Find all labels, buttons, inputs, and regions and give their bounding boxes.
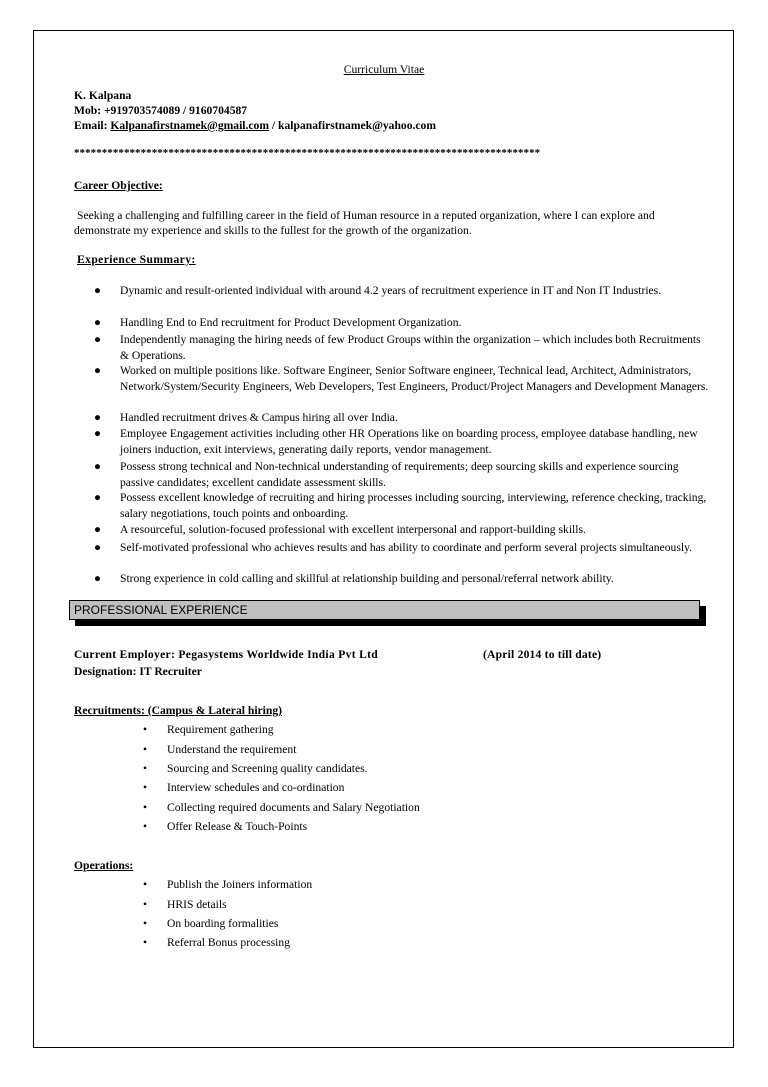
bullet-icon: ● — [94, 491, 102, 504]
bullet-icon: • — [143, 820, 148, 833]
email-label: Email: — [74, 119, 108, 132]
bullet-icon: ● — [94, 541, 102, 554]
email-line — [74, 118, 436, 133]
candidate-name: K. Kalpana — [74, 89, 132, 102]
bullet-icon: ● — [94, 411, 102, 424]
bullet-icon: ● — [94, 333, 102, 346]
recruitment-item: • Requirement gathering — [143, 723, 274, 736]
bullet-icon: • — [143, 723, 148, 736]
career-objective-text: Seeking a challenging and fulfilling career in the field of Human resource in a reputed organization, where I can explore and demonstrate my experience and skills to the fullest for the growth of the organization. — [74, 209, 655, 237]
bullet-icon: • — [143, 762, 148, 775]
bullet-icon: • — [143, 878, 148, 891]
recruitment-item: • Sourcing and Screening quality candidates. — [143, 762, 368, 775]
recruitments-heading: Recruitments: (Campus & Lateral hiring) — [74, 704, 283, 717]
designation: Designation: IT Recruiter — [74, 665, 202, 678]
summary-item: ● A resourceful, solution-focused professional with excellent interpersonal and rapport-building skills. — [94, 523, 586, 536]
bullet-icon: ● — [94, 364, 102, 377]
current-employer: Current Employer: Pegasystems Worldwide India Pvt Ltd — [74, 648, 379, 661]
asterisk-divider: ************************************************************************************ — [74, 147, 541, 159]
summary-item: ● Handled recruitment drives & Campus hiring all over India. — [94, 411, 398, 424]
operations-item: • Publish the Joiners information — [143, 878, 313, 891]
bullet-icon: ● — [94, 460, 102, 473]
career-objective-heading: Career Objective: — [74, 179, 163, 192]
summary-item: ● Employee Engagement activities including other HR Operations like on boarding process, employee database handling, new joiners induction, exit interviews, generating daily reports, vendor management. — [94, 427, 698, 456]
recruitment-item: • Understand the requirement — [143, 743, 297, 756]
operations-item: • Referral Bonus processing — [143, 936, 290, 949]
summary-item: ● Strong experience in cold calling and skillful at relationship building and personal/referral network ability. — [94, 572, 614, 585]
email-secondary: / kalpanafirstnamek@yahoo.com — [271, 119, 437, 132]
bullet-icon: ● — [94, 427, 102, 440]
bullet-icon: • — [143, 781, 148, 794]
recruitment-item: • Collecting required documents and Salary Negotiation — [143, 801, 420, 814]
bullet-icon: ● — [94, 316, 102, 329]
bullet-icon: • — [143, 898, 148, 911]
document-title: Curriculum Vitae — [343, 63, 425, 76]
email-link[interactable]: Kalpanafirstnamek@gmail.com — [110, 119, 270, 132]
summary-item: ● Possess excellent knowledge of recruiting and hiring processes including sourcing, interviewing, reference checking, tracking, salary negotiations, touch points and onboarding. — [94, 491, 707, 520]
professional-experience-banner: PROFESSIONAL EXPERIENCE — [69, 600, 700, 620]
mobile-number: Mob: +919703574089 / 9160704587 — [74, 104, 248, 117]
experience-summary-heading: Experience Summary: — [77, 253, 196, 266]
summary-item: ● Possess strong technical and Non-technical understanding of requirements; deep sourcing skills and experience sourcing passive candidates; excellent candidate assessment skills. — [94, 460, 679, 489]
bullet-icon: • — [143, 936, 148, 949]
employment-period: (April 2014 to till date) — [483, 648, 602, 661]
bullet-icon: ● — [94, 572, 102, 585]
operations-heading: Operations: — [74, 859, 134, 872]
bullet-icon: ● — [94, 284, 102, 297]
bullet-icon: • — [143, 917, 148, 930]
bullet-icon: ● — [94, 523, 102, 536]
summary-item: ● Worked on multiple positions like. Software Engineer, Senior Software engineer, Technical lead, Architect, Administrators, Network/System/Security Engineers, Web Developers, Test Engineers, Product/Project Managers and Development Managers. — [94, 364, 709, 393]
recruitment-item: • Offer Release & Touch-Points — [143, 820, 308, 833]
operations-item: • HRIS details — [143, 898, 227, 911]
summary-item: ● Handling End to End recruitment for Product Development Organization. — [94, 316, 462, 329]
operations-item: • On boarding formalities — [143, 917, 279, 930]
summary-item: ● Self-motivated professional who achieves results and has ability to coordinate and perform several projects simultaneously. — [94, 541, 693, 554]
summary-item: ● Independently managing the hiring needs of few Product Groups within the organization – which includes both Recruitments & Operations. — [94, 333, 701, 362]
recruitment-item: • Interview schedules and co-ordination — [143, 781, 345, 794]
summary-item: ● Dynamic and result-oriented individual with around 4.2 years of recruitment experience in IT and Non IT Industries. — [94, 284, 662, 297]
bullet-icon: • — [143, 743, 148, 756]
bullet-icon: • — [143, 801, 148, 814]
